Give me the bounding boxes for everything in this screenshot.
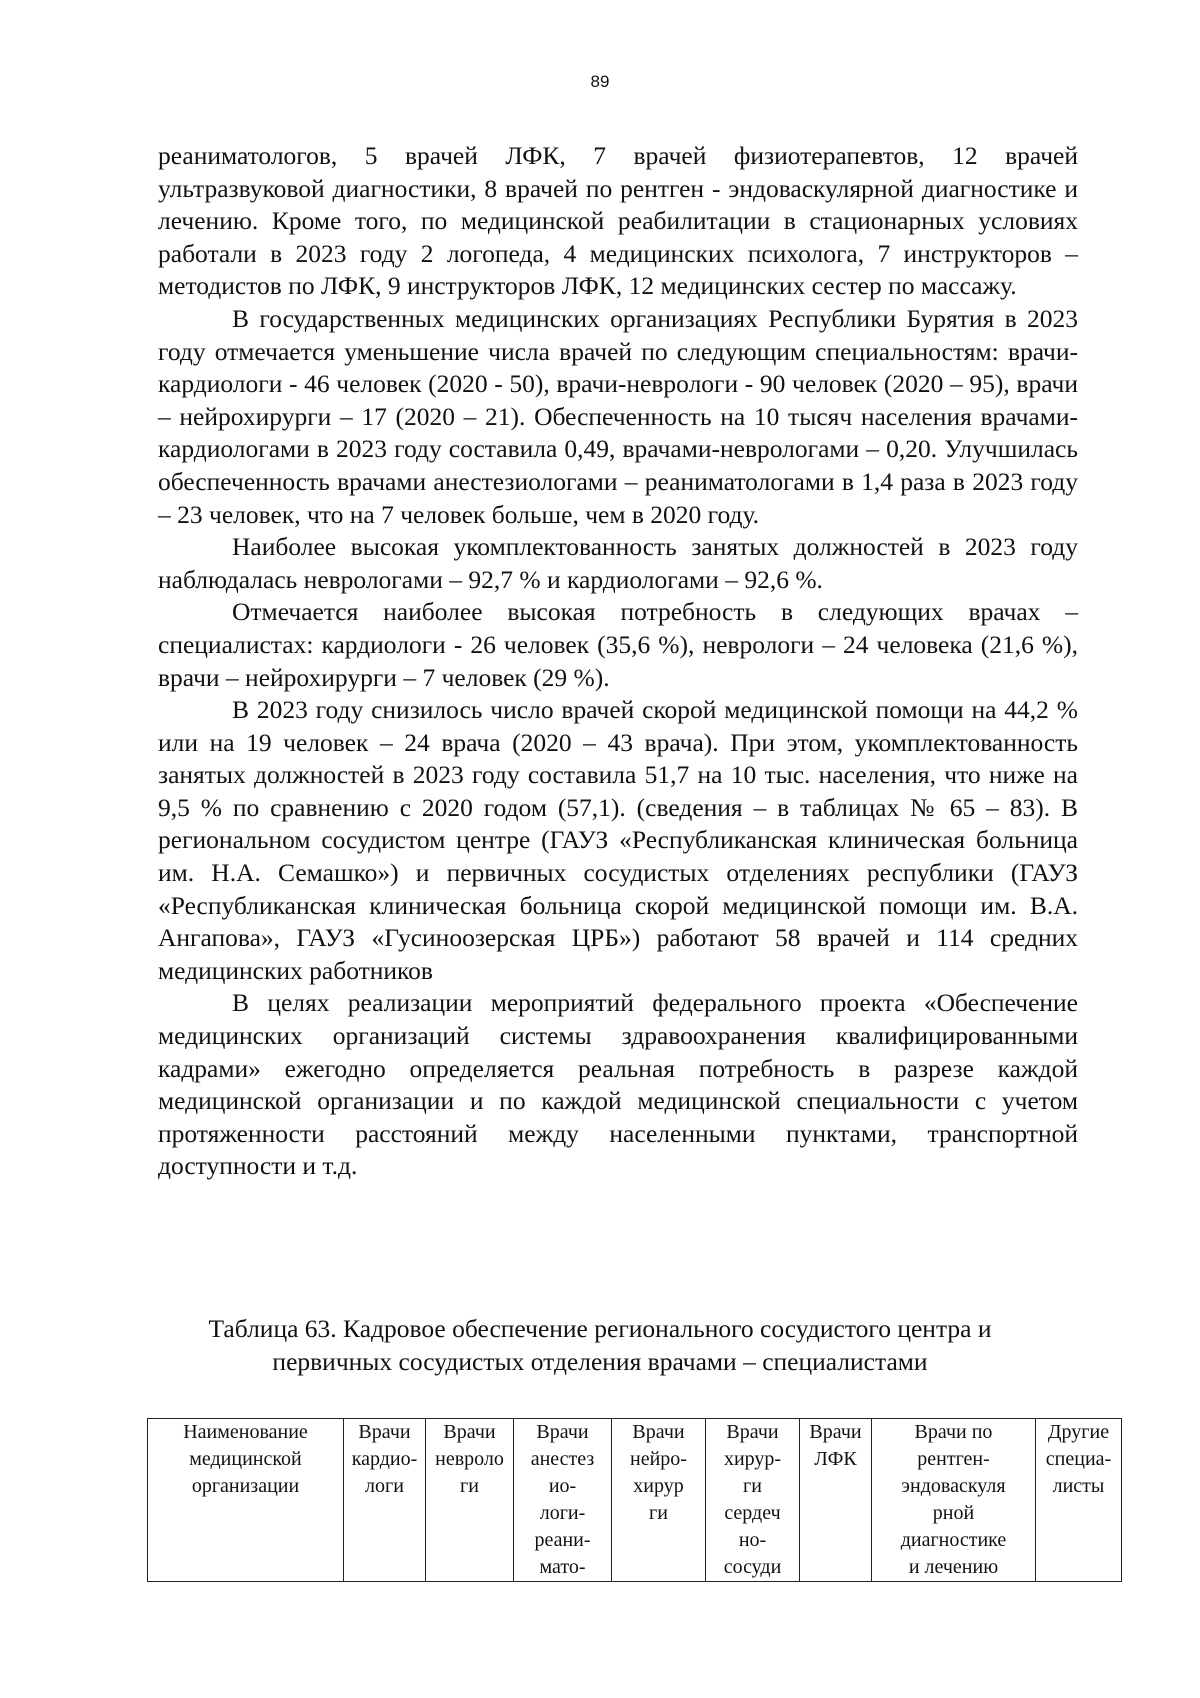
table-header-row: [148, 1419, 1122, 1582]
page-number: 89: [590, 72, 610, 91]
paragraph-6: В целях реализации мероприятий федерального проекта «Обеспечение медицинских организаций системы здравоохранения квалифицированными кадрами» ежегодно определяется реальная потребность в разрезе каждой медицинской организации и по каждой медицинской специальности с учетом протяженности расстояний между населенными пунктами, транспортной доступности и т.д.: [158, 988, 1078, 1181]
paragraph-2: В государственных медицинских организациях Республики Бурятия в 2023 году отмечается уменьшение числа врачей по следующим специальностям: врачи-кардиологи - 46 человек (2020 - 50), врачи-неврологи - 90 человек (2020 – 95), врачи – нейрохирурги – 17 (2020 – 21). Обеспеченность на 10 тысяч населения врачами-кардиологами в 2023 году составила 0,49, врачами-неврологами – 0,20. Улучшилась обеспеченность врачами анестезиологами – реаниматологами в 1,4 раза в 2023 году – 23 человек, что на 7 человек больше, чем в 2020 году.: [158, 303, 1078, 529]
table-caption-line-1: Таблица 63. Кадровое обеспечение регионального сосудистого центра и: [208, 1314, 992, 1343]
paragraph-5: В 2023 году снизилось число врачей скорой медицинской помощи на 44,2 % или на 19 человек – 24 врача (2020 – 43 врача). При этом, укомплектованность занятых должностей в 2023 году составила 51,7 на 10 тыс. населения, что ниже на 9,5 % по сравнению с 2020 годом (57,1). (сведения – в таблицах № 65 – 83). В региональном сосудистом центре (ГАУЗ «Республиканская клиническая больница им. Н.А. Семашко») и первичных сосудистых отделениях республики (ГАУЗ «Республиканская клиническая больница скорой медицинской помощи им. В.А. Ангапова», ГАУЗ «Гусиноозерская ЦРБ») работают 58 врачей и 114 средних медицинских работников: [158, 695, 1078, 985]
header-organization: Наименование медицинской организации: [148, 1419, 344, 1582]
table-caption-line-2: первичных сосудистых отделения врачами – специалистами: [272, 1347, 928, 1376]
header-exercise-therapy: Врачи ЛФК: [800, 1419, 872, 1582]
header-anesthesiologists: Врачи анестез ио- логи- реани- мато-: [514, 1419, 612, 1582]
header-neurosurgeons: Врачи нейро- хирур ги: [612, 1419, 706, 1582]
body-text: [158, 140, 1078, 1183]
paragraph-1: реаниматологов, 5 врачей ЛФК, 7 врачей физиотерапевтов, 12 врачей ультразвуковой диагностики, 8 врачей по рентген - эндоваскулярной диагностике и лечению. Кроме того, по медицинской реабилитации в стационарных условиях работали в 2023 году 2 логопеда, 4 медицинских психолога, 7 инструкторов – методистов по ЛФК, 9 инструкторов ЛФК, 12 медицинских сестер по массажу.: [158, 141, 1078, 301]
header-other-specialists: Другие специа- листы: [1036, 1419, 1122, 1582]
header-endovascular: Врачи по рентген- эндоваскуля рной диагностике и лечению: [872, 1419, 1036, 1582]
header-cardiologists: Врачи кардио- логи: [344, 1419, 426, 1582]
staff-table: [147, 1418, 1122, 1582]
header-neurologists: Врачи невроло ги: [426, 1419, 514, 1582]
paragraph-4: Отмечается наиболее высокая потребность в следующих врачах – специалистах: кардиологи - 26 человек (35,6 %), неврологи – 24 человека (21,6 %), врачи – нейрохирурги – 7 человек (29 %).: [158, 597, 1078, 692]
header-cardiovascular-surgeons: Врачи хирур- ги сердеч но- сосуди: [706, 1419, 800, 1582]
paragraph-3: Наиболее высокая укомплектованность занятых должностей в 2023 году наблюдалась неврологами – 92,7 % и кардиологами – 92,6 %.: [158, 532, 1078, 594]
table-caption: [120, 1312, 1080, 1378]
